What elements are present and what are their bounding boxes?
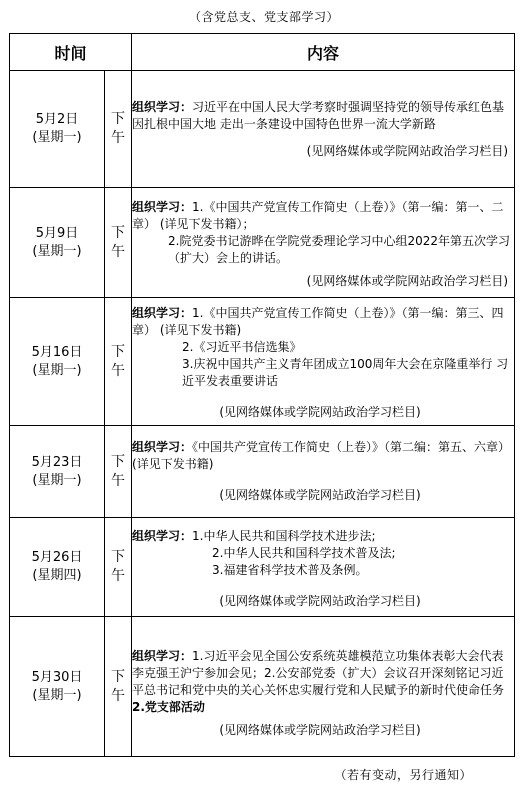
table-header-row [10,34,515,71]
weekday-text: (星期一) [32,362,82,378]
period-cell: 下午 [105,617,132,757]
table-row [10,426,515,518]
study-item: 《中国共产党宣传工作简史（上卷）》（第二编：第五、六章） (详见下发书籍) [132,440,511,471]
study-item: 1.《中国共产党宣传工作简史（上卷）》（第一编：第一、二章） (详见下发书籍）； [132,199,504,231]
date-cell [10,426,105,518]
table-row [10,71,515,188]
study-item: 2.党支部活动 [132,700,205,714]
date-text: 5月2日 [35,112,79,127]
date-cell [10,188,105,298]
date-text: 5月26日 [31,550,83,565]
date-cell [10,298,105,426]
source-note: (见网络媒体或学院网站政治学习栏目) [219,594,421,608]
weekday-text: (星期一) [32,243,82,259]
study-item: 2.中华人民共和国科学技术普及法; [212,546,396,560]
table-row [10,188,515,298]
weekday-text: (星期一) [32,472,82,488]
date-text: 5月30日 [31,669,83,685]
study-schedule-table [9,33,515,757]
study-item: 2.院党委书记游晔在学院党委理论学习中心组2022年第五次学习（扩大）会上的讲话。 [168,233,511,265]
weekday-text: (星期一) [32,687,82,703]
date-text: 5月9日 [35,225,79,241]
study-label: 组织学习： [132,529,193,543]
time-column-header: 时间 [10,34,132,71]
table-row [10,617,515,757]
study-item: 1.《中国共产党宣传工作简史（上卷）》（第一编：第三、四章） (详见下发书籍) [132,306,504,337]
source-note: (见网络媒体或学院网站政治学习栏目) [306,273,509,288]
study-item: 3.福建省科学技术普及条例。 [212,563,368,577]
source-note: (见网络媒体或学院网站政治学习栏目) [306,143,509,158]
content-column-header: 内容 [132,34,515,71]
content-cell [132,71,515,188]
date-text: 5月23日 [31,454,83,470]
study-label: 组织学习： [132,649,193,663]
content-cell [132,426,515,518]
content-cell [132,298,515,426]
source-note: (见网络媒体或学院网站政治学习栏目) [219,723,421,737]
study-label: 组织学习： [132,306,193,320]
period-cell: 下午 [105,426,132,518]
period-cell: 下午 [105,71,132,188]
source-note: (见网络媒体或学院网站政治学习栏目) [219,488,421,502]
study-item: 2.《习近平书信选集》 [182,340,302,354]
schedule-scope-note: （含党总支、党支部学习） [188,10,339,24]
study-label: 组织学习： [132,440,193,454]
date-cell [10,518,105,617]
weekday-text: (星期一) [32,130,82,145]
study-label: 组织学习： [132,199,193,214]
change-notice: （若有变动，另行通知） [334,768,472,782]
study-item: 1.中华人民共和国科学技术进步法; [192,529,376,543]
date-text: 5月16日 [31,344,83,360]
study-item: 习近平在中国人民大学考察时强调坚持党的领导传承红色基因扎根中国大地 走出一条建设中国特色世界一流大学新路 [132,99,505,131]
study-label: 组织学习： [132,99,193,114]
table-row [10,298,515,426]
study-item: 1.习近平会见全国公安系统英雄模范立功集体表彰大会代表李克强王沪宁参加会见；2.公安部党委（扩大）会议召开深刻铭记习近平总书记和党中央的关心关怀忠实履行党和人民赋予的新时代使命任务 [132,649,505,697]
date-cell [10,71,105,188]
table-row [10,518,515,617]
content-cell [132,518,515,617]
content-cell [132,617,515,757]
content-cell [132,188,515,298]
period-cell: 下午 [105,298,132,426]
period-cell: 下午 [105,518,132,617]
date-cell [10,617,105,757]
source-note: (见网络媒体或学院网站政治学习栏目) [219,405,421,419]
weekday-text: (星期四) [32,568,82,583]
study-item: 3.庆祝中国共产主义青年团成立100周年大会在京隆重举行 习近平发表重要讲话 [182,357,509,388]
period-cell: 下午 [105,188,132,298]
